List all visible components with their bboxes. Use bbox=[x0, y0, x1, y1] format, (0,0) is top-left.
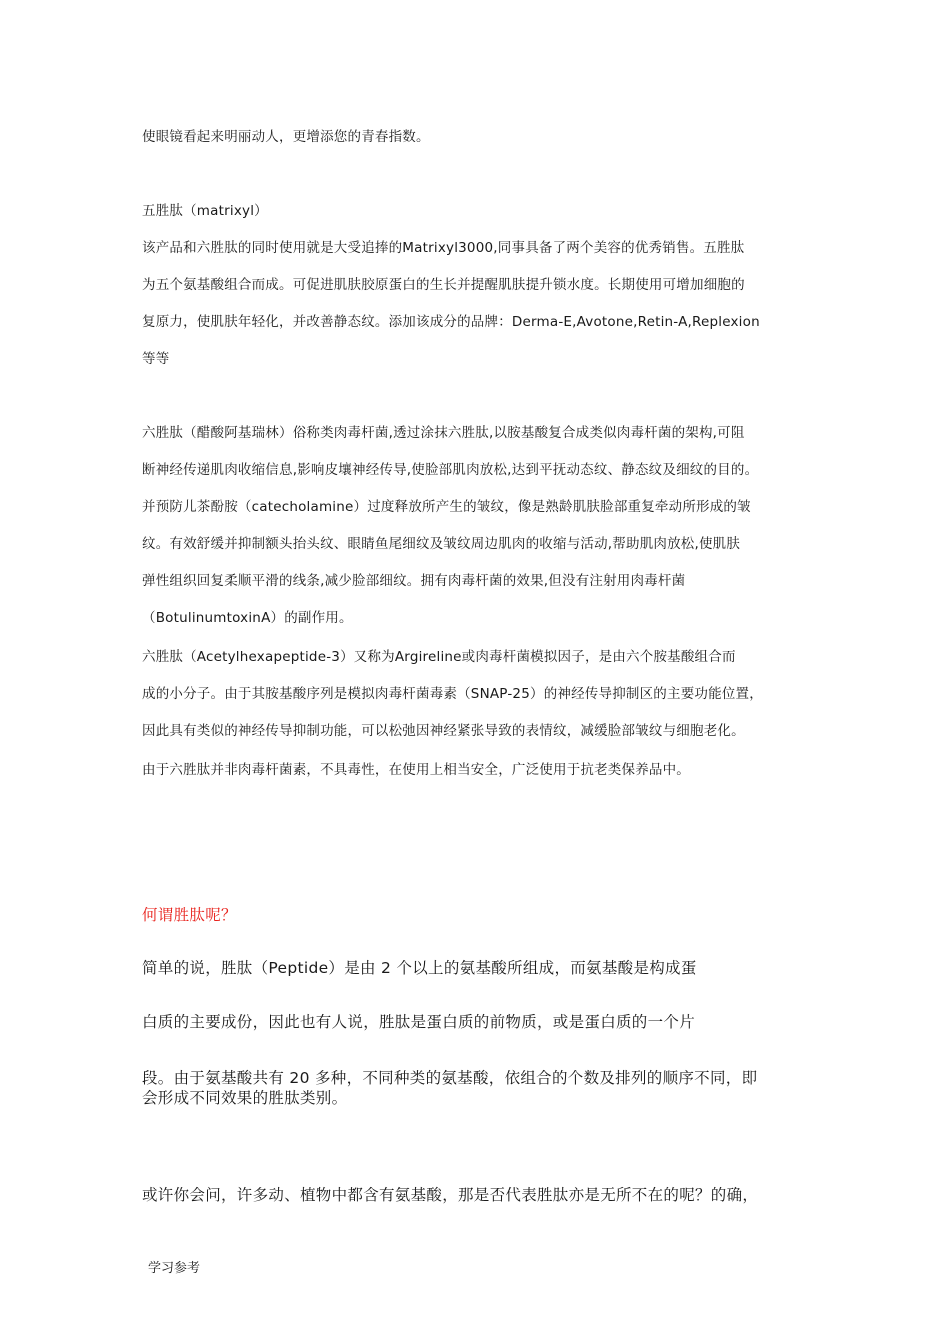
hexapeptide-line-1: 六胜肽（醋酸阿基瑞林）俗称类肉毒杆菌,透过涂抹六胜肽,以胺基酸复合成类似肉毒杆菌的架构,可阻 bbox=[142, 425, 745, 441]
pentapeptide-title: 五胜肽（matrixyl） bbox=[142, 203, 268, 219]
footer-note: 学习参考 bbox=[148, 1261, 201, 1276]
intro-line: 使眼镜看起来明丽动人，更增添您的青春指数。 bbox=[142, 129, 430, 145]
pentapeptide-line-1: 该产品和六胜肽的同时使用就是大受追捧的Matrixyl3000,同事具备了两个美容的优秀销售。五胜肽 bbox=[142, 240, 745, 256]
peptide-para1-line-1: 简单的说，胜肽（Peptide）是由 2 个以上的氨基酸所组成，而氨基酸是构成蛋 bbox=[142, 959, 697, 977]
hexapeptide-line-10: 由于六胜肽并非肉毒杆菌素，不具毒性，在使用上相当安全，广泛使用于抗老类保养品中。 bbox=[142, 762, 690, 778]
hexapeptide-line-6: （BotulinumtoxinA）的副作用。 bbox=[142, 610, 353, 626]
hexapeptide-line-2: 断神经传递肌肉收缩信息,影响皮壤神经传导,使脸部肌肉放松,达到平抚动态纹、静态纹及细纹的目的。 bbox=[142, 462, 759, 478]
hexapeptide-line-3: 并预防儿茶酚胺（catecholamine）过度释放所产生的皱纹，像是熟龄肌肤脸部重复牵动所形成的皱 bbox=[142, 499, 751, 515]
peptide-para2-line-1: 或许你会问，许多动、植物中都含有氨基酸，那是否代表胜肽亦是无所不在的呢？的确， bbox=[142, 1186, 759, 1204]
peptide-heading: 何谓胜肽呢？ bbox=[142, 906, 237, 924]
hexapeptide-line-7: 六胜肽（Acetylhexapeptide-3）又称为Argireline或肉毒杆菌模拟因子，是由六个胺基酸组合而 bbox=[142, 649, 736, 665]
pentapeptide-line-2: 为五个氨基酸组合而成。可促进肌肤胶原蛋白的生长并提醒肌肤提升锁水度。长期使用可增加细胞的 bbox=[142, 277, 745, 293]
peptide-para1-line-2: 白质的主要成份，因此也有人说，胜肽是蛋白质的前物质，或是蛋白质的一个片 bbox=[142, 1013, 696, 1031]
pentapeptide-line-4: 等等 bbox=[142, 351, 170, 367]
hexapeptide-line-9: 因此具有类似的神经传导抑制功能，可以松弛因神经紧张导致的表情纹，减缓脸部皱纹与细胞老化。 bbox=[142, 723, 745, 739]
peptide-para1-line-3: 段。由于氨基酸共有 20 多种，不同种类的氨基酸，依组合的个数及排列的顺序不同，即 bbox=[142, 1069, 758, 1087]
pentapeptide-line-3: 复原力，使肌肤年轻化，并改善静态纹。添加该成分的品牌：Derma-E,Avotone,Retin-A,Replexion bbox=[142, 314, 760, 330]
hexapeptide-line-5: 弹性组织回复柔顺平滑的线条,减少脸部细纹。拥有肉毒杆菌的效果,但没有注射用肉毒杆菌 bbox=[142, 573, 686, 589]
hexapeptide-line-4: 纹。有效舒缓并抑制额头抬头纹、眼睛鱼尾细纹及皱纹周边肌肉的收缩与活动,帮助肌肉放松,使肌肤 bbox=[142, 536, 741, 552]
peptide-para1-line-4: 会形成不同效果的胜肽类别。 bbox=[142, 1089, 348, 1107]
hexapeptide-line-8: 成的小分子。由于其胺基酸序列是模拟肉毒杆菌毒素（SNAP-25）的神经传导抑制区的主要功能位置， bbox=[142, 686, 763, 702]
